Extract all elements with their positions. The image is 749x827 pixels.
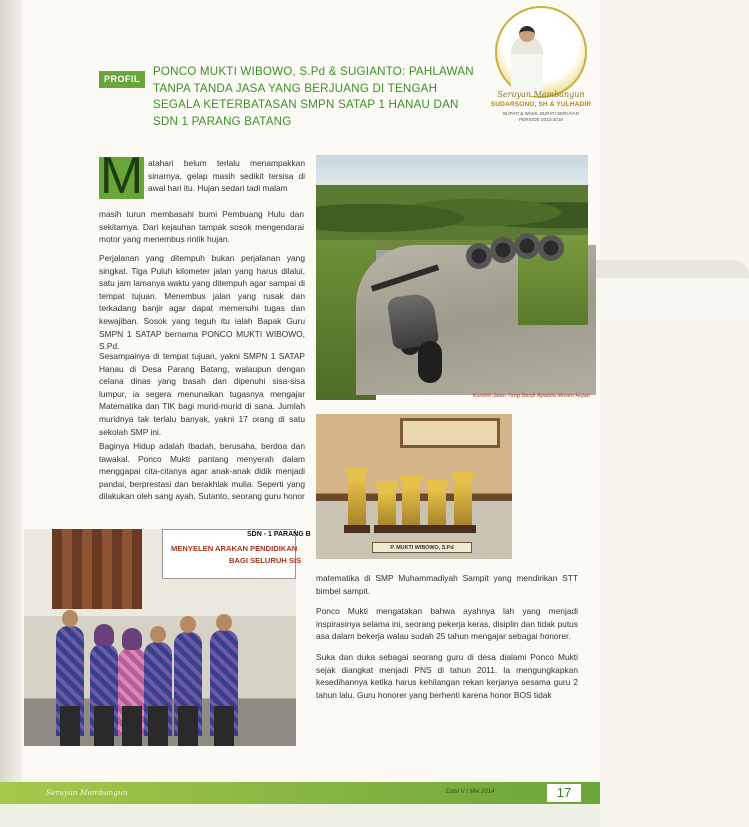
paragraph-4: Baginya Hidup adalah Ibadah, berusaha, berdoa dan tawakal. Ponco Mukti pantang menyerah dalam menggapai cita-citanya agar anak-anak didik menjadi pandai, berprestasi dan berakhlak mulia. Seperti yang dilakukan oleh sang ayah, Sutanto, seorang guru honor xyxy=(99,441,305,502)
regent-badge xyxy=(487,4,595,131)
footer-magazine-name: Seruyan Membangun xyxy=(46,788,128,797)
regent-figure xyxy=(511,36,543,96)
right-paragraph-2: Ponco Mukti mengatakan bahwa ayahnya lah yang menjadi inspirasinya selama ini, seorang pekerja keras, disiplin dan tidak putus asa dalam bekerja walau sudah 25 tahun mengajar sebagai honorer. xyxy=(316,606,578,642)
trophies-photo xyxy=(316,414,512,559)
banner-line-3: BAGI SELURUH SIS xyxy=(229,556,302,565)
school-banner xyxy=(162,529,311,579)
teachers-group-photo xyxy=(24,529,311,746)
banner-line-2: MENYELEN ARAKAN PENDIDIKAN xyxy=(171,544,298,553)
right-paragraph-1: matematika di SMP Muhammadiyah Sampit yang mendirikan STT bimbel sampit. xyxy=(316,573,578,596)
page-number: 17 xyxy=(547,784,581,802)
page-footer xyxy=(0,782,600,804)
trophy-name-plate: P. MUKTI WIBOWO, S.Pd xyxy=(372,542,472,553)
section-tag-profil: PROFIL xyxy=(99,71,145,88)
flooded-road-photo xyxy=(316,155,588,392)
badge-subtitle-line2: PERIODE 2013-2018 xyxy=(519,117,563,122)
paragraph-3: Sesampainya di tempat tujuan, yakni SMPN 1 SATAP Hanau di Desa Parang Batang, walaupun dengan celana dinas yang basah dan dipenuhi sisa-sisa lumpur, ia segera menunaikan tugasnya mengajar Matematika dan TIK bagi murid-murid di sana. Jumlah muridnya tak terlalu banyak, yakni 17 orang di satu sekolah SMP ini. xyxy=(99,351,305,437)
dropcap-letter: M xyxy=(99,147,144,205)
footer-strip xyxy=(0,804,600,827)
paragraph-1-end: masih turun membasahi bumi Pembuang Hulu dan sekitarnya. Dari kejauhan tampak sosok mengendarai motor yang menembus rintik hujan. xyxy=(99,209,304,245)
paragraph-2: Perjalanan yang ditempuh bukan perjalanan yang singkat. Tiga Puluh kilometer jalan yang harus dilalui, satu jam lamanya waktu yang ditempuh agar sampai di tempat tujuan. Menembus jalan yang rusak dan terkadang banjir agar dapat memenuhi tugas dan kewajiban. Sosok yang teguh itu ialah Bapak Guru SMPN 1 SATAP bernama PONCO MUKTI WIBOWO, S.Pd. xyxy=(99,253,305,352)
motorcycle xyxy=(370,275,450,385)
badge-names: SUDARSONO, SH & YULHADIR xyxy=(490,101,592,108)
road-photo-caption: Kondisi Jalan Yang Banjir Apabila Musim Hujan xyxy=(472,393,590,399)
footer-edition: Edisi V / Mei 2014 xyxy=(446,789,495,795)
badge-subtitle-line1: BUPATI & WAKIL BUPATI SERUYAN xyxy=(503,111,579,116)
headline-text: PONCO MUKTI WIBOWO, S.Pd & SUGIANTO: PAHLAWAN TANPA TANDA JASA YANG BERJUANG DI TENGAH SEGALA KETERBATASAN SMPN SATAP 1 HANAU DAN SDN 1 PARANG BATANG xyxy=(153,65,474,128)
right-column-text xyxy=(316,572,578,709)
badge-subtitle xyxy=(487,111,595,123)
article-headline xyxy=(153,64,483,130)
paragraph-1-start: atahari belum terlalu menampakkan sinarnya, gelap masih sedikit tersisa di awal hari itu. Hujan sedari tadi malam xyxy=(148,158,305,194)
page-binding-shadow xyxy=(0,0,22,827)
culvert-pipes xyxy=(466,233,576,273)
badge-script-text: Seruyan Membangun xyxy=(497,90,585,99)
banner-line-1: SDN - 1 PARANG B xyxy=(247,531,311,538)
regent-photo-circle xyxy=(495,6,587,98)
right-paragraph-3: Suka dan duka sebagai seorang guru di desa dialami Ponco Mukti sejak diangkat menjadi PNS di tahun 2011. Ia mengungkapkan kesedihannya ketika harus kehilangan rekan kerjanya sesama guru 2 tahun lalu. Guru honorer yang berhenti karena honor BOS tidak xyxy=(316,651,578,700)
